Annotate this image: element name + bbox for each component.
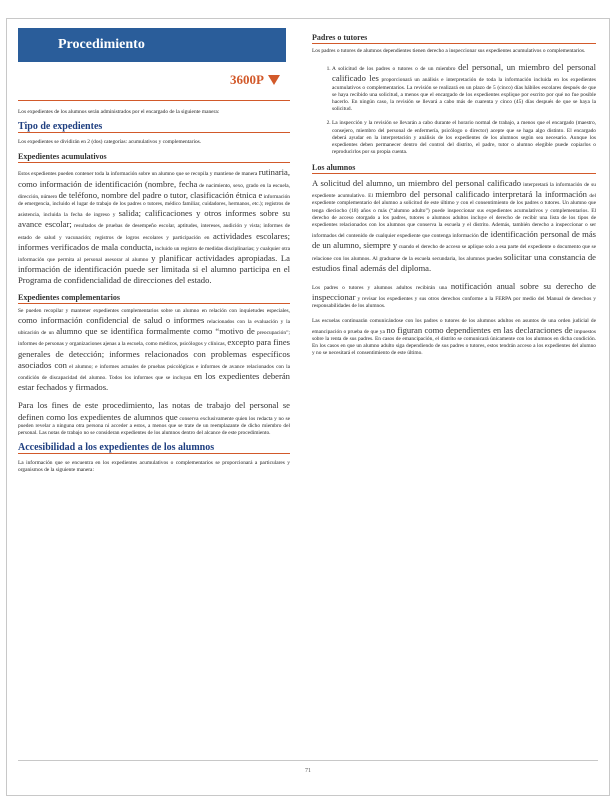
heading-padres-tutores: Padres o tutores — [312, 34, 596, 44]
page-number: 71 — [305, 768, 311, 774]
acum-text-9: incluido un registro de medidas disciplinarias; y cualquier otra información que permita al personal asesorar al alumno — [18, 245, 290, 263]
alumnos-paragraph — [312, 178, 596, 274]
comp-text-2: como información confidencial de salud o informes — [18, 314, 205, 325]
acum-text-2: rutinaria, como información de identificación (nombre, fecha — [18, 167, 290, 189]
triangle-marker-icon — [268, 75, 280, 85]
notas-text-2: conserva exclusivamente quien los redacta y no se pueden revelar a ninguna otra persona ni acceder a estos, a menos que se trate de un reemplazante de dicho miembro del personal. Las notas de trabajo no se consideran expedientes de los alumnos dentro del alcance de este procedimiento. — [18, 415, 290, 436]
list-item — [332, 62, 596, 113]
right-column — [312, 28, 596, 365]
acum-text-5: información de emergencia, incluido el lugar de trabajo de los padres o tutores, médico familiar, cuidadores, hermanos, etc.); registros de asistencia, incluida la fecha de ingreso y — [18, 193, 291, 219]
acum-text-3: de nacimiento, sexo, grado en la escuela, dirección, número — [18, 182, 290, 200]
item1-text-3: proporcionará un análisis e interpretación de toda la información incluida en los expedientes acumulativos o complementarios. La revisión se realizará en un plazo de 5 (cinco) días hábiles escolares después de que se haya recibido una solicitud, a menos que el encargado de los expedientes explique por escrito por qué no fue posible hacerlo. En ningún caso, la revisión se llevará a cabo más de cuarenta y cinco (45) días después de que se haya la solicitud. — [332, 77, 596, 113]
complementarios-paragraph — [18, 308, 290, 394]
left-column — [18, 28, 290, 481]
page-title: Procedimiento — [18, 28, 286, 62]
acum-text-8: actividades escolares; informes verificados de mala conducta, — [18, 230, 290, 252]
acum-text-7: resultados de pruebas de desempeño escolar, aptitudes, intereses, audición y vista; informes de estado de salud y vacunación; registros de logros escolares y participación en — [18, 223, 290, 241]
padres-intro: Los padres o tutores de alumnos dependientes tienen derecho a inspeccionar sus expedientes acumulativos o complementarios. — [312, 48, 586, 55]
heading-tipo-expedientes: Tipo de expedientes — [18, 123, 290, 133]
eman-text-3: impuestos sobre la renta de sus padres. En casos de emancipación, el distrito se comunicará únicamente con los alumnos en dicha condición. En los casos en que un alumno adulto siga dependiendo de sus padres o tutores, estos tendrán acceso a los expedientes del alumno y no se necesitará el consentimiento de este último. — [312, 328, 596, 357]
heading-los-alumnos: Los alumnos — [312, 164, 596, 174]
alum-text-4: del expediente complementario del alumno a solicitud de este último y con el consentimiento de los padres o tutores. Un alumno que tenga dieciocho (18) años o más (“alumno adulto”) puede inspeccionar sus expedientes acumulativos y complementarios. El derecho de acceso otorgado a los padres, tutores o alumnos adultos incluye el derecho de recibir una lista de los tipos de expedientes relacionados con los alumnos que conserva la escuela y el distrito. Además, también derecho a inspeccionar o ser informados del contenido de cualquier expediente que contenga información — [312, 193, 596, 240]
accent-divider — [18, 100, 290, 101]
emancipacion-paragraph — [312, 318, 596, 358]
heading-expedientes-complementarios: Expedientes complementarios — [18, 294, 290, 304]
alum-text-5: de identificación personal de más de un alumno, siempre y — [312, 229, 596, 251]
item1-text-2: del personal, un miembro del personal calificado les — [332, 62, 596, 84]
alum-text-6: cuando el derecho de acceso se aplique solo a esa parte del expediente o documento que se relacione con los alumnos. Al graduarse de la escuela secundaria, los alumnos pueden — [312, 244, 596, 262]
comp-text-4: alumno que se identifica formalmente como “motivo de — [56, 326, 255, 337]
heading-accesibilidad: Accesibilidad a los expedientes de los alumnos — [18, 444, 290, 454]
procedure-code: 3600P — [230, 72, 264, 88]
comp-text-8: en los expedientes deberán estar fechados y firmados. — [18, 370, 290, 393]
notificacion-paragraph — [312, 281, 596, 311]
notas-text-1: Para los fines de este procedimiento, las notas de trabajo del personal se definen como los expedientes de alumnos que — [18, 400, 290, 422]
comp-text-7: el alumno; e informes actuales de pruebas psicológicas e informes de avance relacionados con la condición de discapacidad del alumno. Todos los informes que se incluyan — [18, 363, 291, 381]
footer-divider — [18, 760, 598, 761]
list-item: 2. La inspección y la revisión se llevarán a cabo durante el horario normal de trabajo, a menos que el encargado (maestro, consejero, miembro del personal de enfermería, psicólogo o director) acepte que se haga algo distinto. El encargado deberá ayudar en la interpretación y análisis de los expedientes de los alumnos según sea necesario. Aunque los expedientes deben permanecer dentro del control del distrito, el padre, tutor o alumno elegible puede copiarlos o reproducirlos por su propia cuenta. — [332, 120, 596, 155]
heading-expedientes-acumulativos: Expedientes acumulativos — [18, 153, 290, 163]
notif-text-2: notificación anual sobre su derecho de inspeccionar — [312, 281, 596, 303]
acum-text-4: de teléfono, nombre del padre o tutor, clasificación étnica e — [58, 189, 263, 200]
notas-trabajo-paragraph — [18, 400, 290, 437]
comp-text-6: excepto para fines generales de detección; informes relacionados con problemas específicos asociados con — [18, 337, 290, 370]
notif-text-1: Los padres o tutores y alumnos adultos recibirán una — [312, 285, 447, 291]
procedure-code-row — [18, 68, 290, 92]
eman-text-2: no figuran como dependientes en las declaraciones de — [386, 324, 573, 335]
comp-text-5: preocupación”; informes de personas y organizaciones ajenas a la escuela, como médicos, psicólogos y clínicas, — [18, 330, 290, 348]
acumulativos-paragraph — [18, 167, 290, 286]
alum-text-7: solicitar una constancia de estudios final además del diploma. — [312, 251, 596, 273]
tipo-paragraph: Los expedientes se dividirán en 2 (dos) categorías: acumulativos y complementarios. — [18, 139, 202, 146]
comp-text-3: relacionados con la evaluación y la ubicación de un — [18, 318, 290, 337]
intro-paragraph: Los expedientes de los alumnos serán administrados por el encargado de la siguiente manera: — [18, 109, 220, 115]
alum-text-3: miembro del personal calificado interpretará la información — [375, 189, 587, 200]
notif-text-3: y revisar los expedientes y sus otros derechos conforme a la FERPA por medio del Manual de derechos y responsabilidades de los alumnos. — [312, 296, 597, 310]
alum-text-1: A solicitud del alumno, un miembro del personal calificado — [312, 177, 522, 188]
eman-text-1: Las escuelas continuarán comunicándose con los padres o tutores de los alumnos adultos en asuntos de una orden judicial de emancipación o prueba de que ya — [312, 317, 596, 335]
acum-text-1: Estos expedientes pueden contener toda la información sobre un alumno que se recopila y mantiene de manera — [18, 171, 258, 178]
alum-text-2: interpretará la información de su expediente acumulativo. El — [312, 181, 596, 200]
acum-text-6: salida; calificaciones y otros informes sobre su avance escolar; — [18, 208, 290, 230]
acum-text-10: y planificar actividades apropiadas. La información de identificación puede ser limitada si el alumno participa en el Programa de confidencialidad de direcciones del estado. — [18, 253, 290, 286]
item1-text-1: A solicitud de los padres o tutores o de un miembro — [332, 66, 456, 73]
comp-text-1: Se pueden recopilar y mantener expedientes complementarios sobre un alumno en relación con inquietudes especiales, — [18, 307, 290, 314]
padres-list — [312, 62, 596, 156]
accesibilidad-paragraph: La información que se encuentra en los expedientes acumulativos o complementarios se proporcionará a particulares y organismos de la siguiente manera: — [18, 460, 290, 474]
